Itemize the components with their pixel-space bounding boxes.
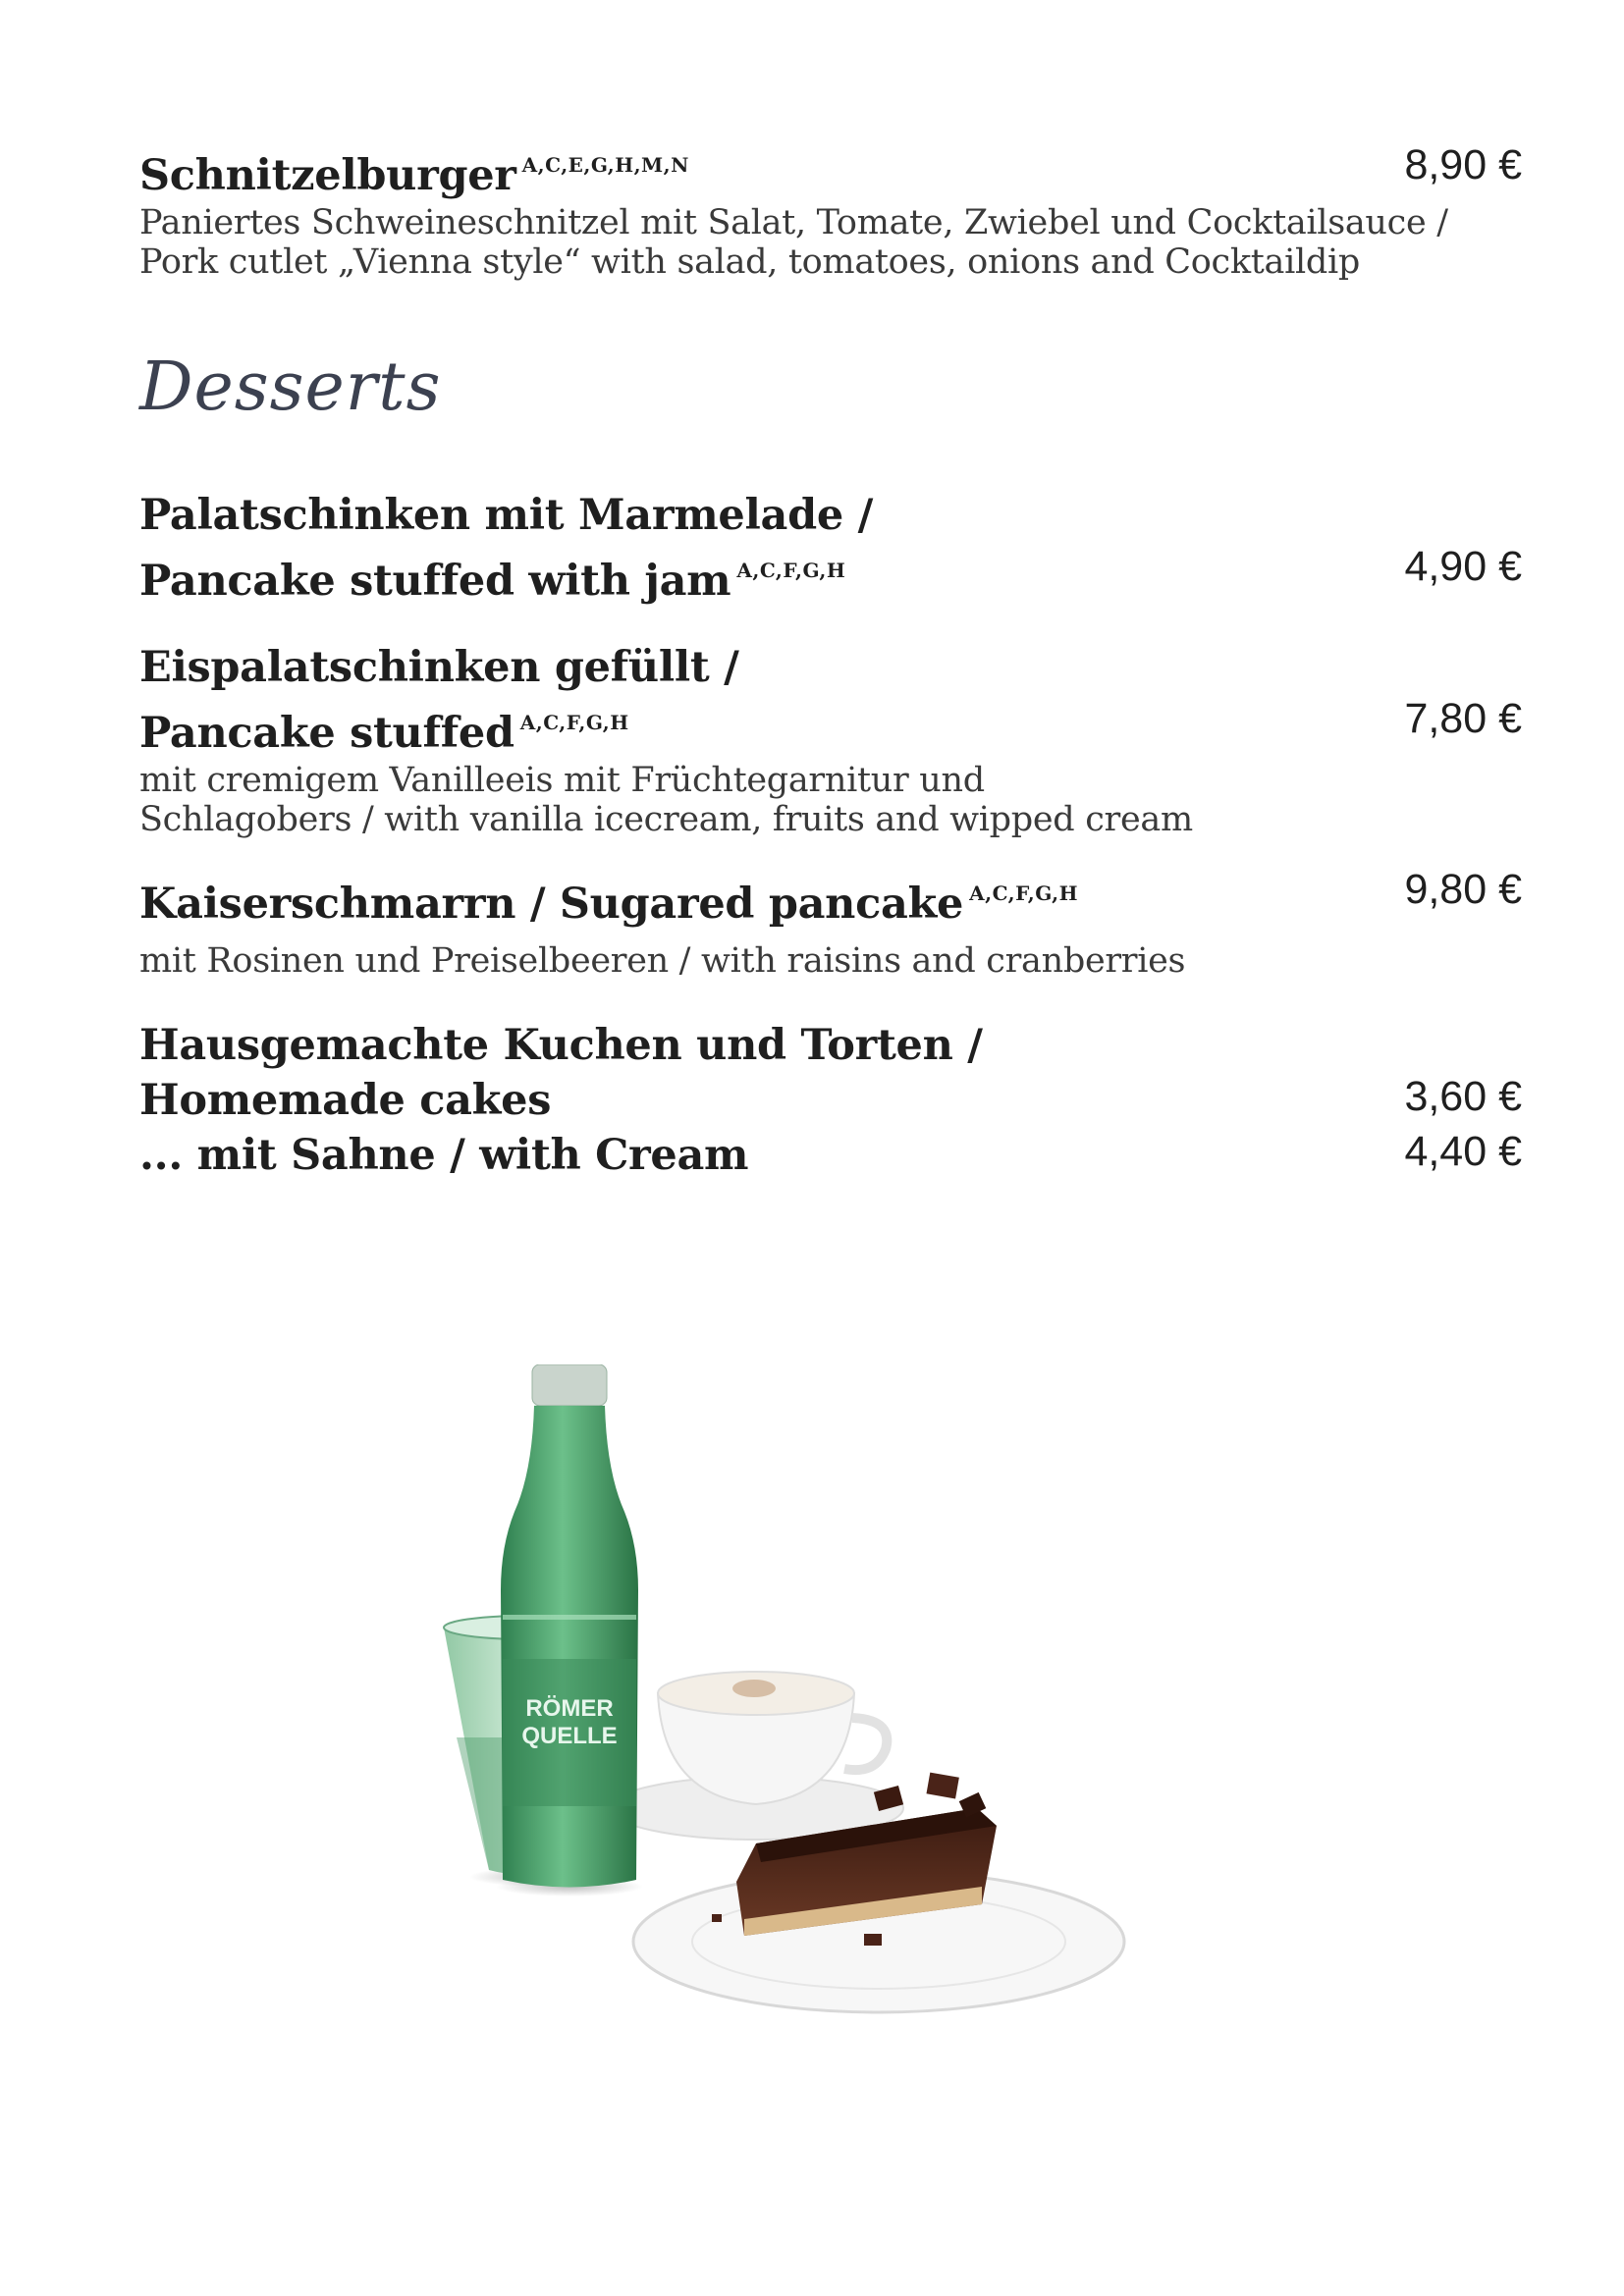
allergen-codes: A,C,F,G,H [736,559,846,582]
item-title-line-1: Eispalatschinken gefüllt / [139,643,739,692]
bottle-label-line-2: QUELLE [521,1723,618,1749]
item-price: 4,90 € [1404,543,1522,590]
item-name: Pancake stuffed with jam [139,557,731,606]
item-price: 3,60 € [1404,1073,1522,1120]
item-description-line-1: mit Rosinen und Preiselbeeren / with raisins and cranberries [139,941,1186,981]
item-description-line-1: Paniertes Schweineschnitzel mit Salat, Tomate, Zwiebel und Cocktailsauce / [139,203,1448,242]
item-price: 8,90 € [1404,141,1522,188]
menu-item-eispalatschinken [139,640,1522,839]
allergen-codes: A,C,F,G,H [519,711,629,734]
menu-item-schnitzelburger [139,137,1522,282]
item-description-line-2: Schlagobers / with vanilla icecream, fruits and wipped cream [139,800,1193,839]
item-price: 9,80 € [1404,866,1522,913]
item-title-line-2: Homemade cakes [139,1076,552,1125]
item-name: Kaiserschmarrn / Sugared pancake [139,880,964,929]
item-title-line-2 [139,695,1522,761]
water-bottle [496,1364,643,1896]
item-description-line-1: mit cremigem Vanilleeis mit Früchtegarnitur und [139,761,985,800]
item-title [139,137,1522,203]
item-name: Schnitzelburger [139,151,516,200]
item-name: Pancake stuffed [139,709,514,758]
menu-item-palatschinken [139,488,1522,609]
allergen-codes: A,C,F,G,H [969,881,1078,905]
item-price: 7,80 € [1404,695,1522,742]
item-title-line-3: ... mit Sahne / with Cream [139,1131,749,1180]
coffee-cup [609,1672,903,1840]
menu-item-homemade-cakes [139,1018,1522,1183]
item-title-line-2 [139,543,1522,609]
item-title-line-1: Palatschinken mit Marmelade / [139,491,873,540]
item-description-line-2: Pork cutlet „Vienna style“ with salad, tomatoes, onions and Cocktaildip [139,242,1360,282]
item-title [139,866,1522,932]
allergen-codes: A,C,E,G,H,M,N [521,153,689,177]
item-price-with-cream: 4,40 € [1404,1128,1522,1175]
section-heading-desserts: Desserts [139,348,442,426]
product-photo [432,1364,1237,2052]
bottle-label-line-1: RÖMER [525,1695,614,1722]
menu-item-kaiserschmarrn [139,866,1522,981]
item-title-line-1: Hausgemachte Kuchen und Torten / [139,1021,983,1070]
